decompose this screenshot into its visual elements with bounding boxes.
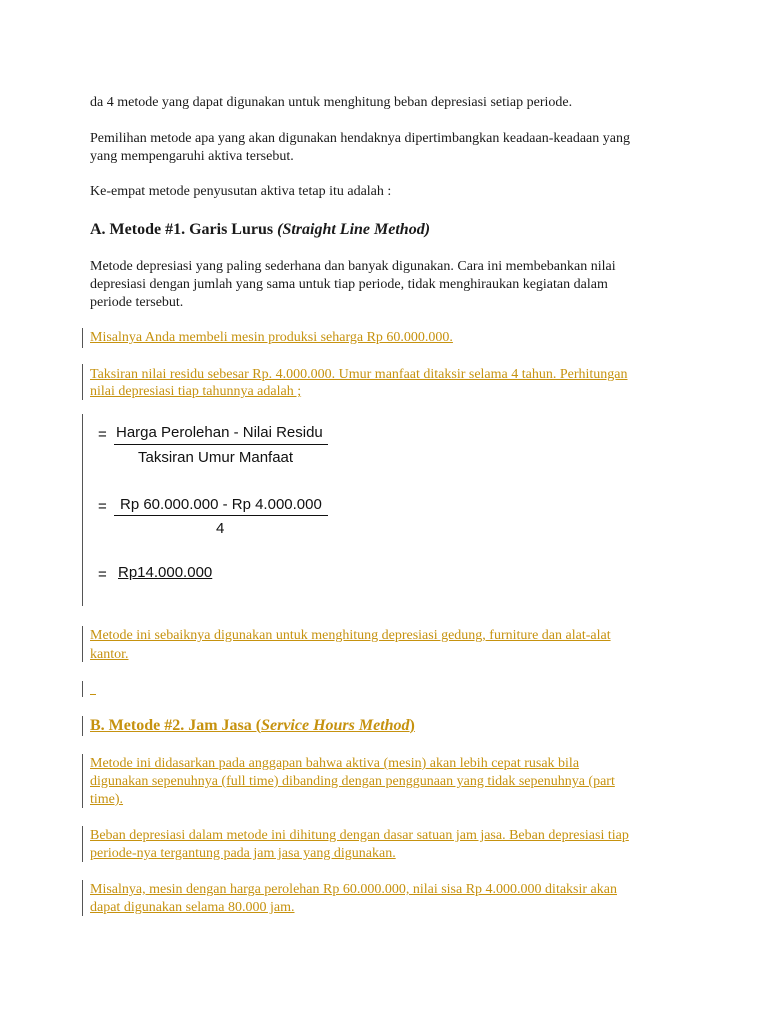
section-b-p3a: Misalnya, mesin dengan harga perolehan Rp 60.000.000, nilai sisa Rp 4.000.000 ditaksir akan xyxy=(90,882,617,897)
section-b-heading-prefix: B. Metode #2. Jam Jasa ( xyxy=(90,717,262,734)
section-a-heading-text: A. Metode #1. Garis Lurus xyxy=(90,221,278,238)
change-bar xyxy=(82,880,83,916)
change-bar xyxy=(82,626,83,662)
intro-line-3: Ke-empat metode penyusutan aktiva tetap itu adalah : xyxy=(90,184,392,199)
change-bar xyxy=(82,716,83,736)
intro-line-2b: yang mempengaruhi aktiva tersebut. xyxy=(90,149,294,164)
section-b-p1a: Metode ini didasarkan pada anggapan bahwa aktiva (mesin) akan lebih cepat rusak bila xyxy=(90,756,580,771)
equals-sign-1: = xyxy=(98,426,107,443)
section-a-desc-1: Metode depresiasi yang paling sederhana dan banyak digunakan. Cara ini membebankan nilai xyxy=(90,259,616,274)
note-1: Metode ini sebaiknya digunakan untuk menghitung depresiasi gedung, furniture dan alat-alat xyxy=(90,628,611,643)
section-b-p2b: periode-nya tergantung pada jam jasa yang digunakan. xyxy=(90,846,396,861)
change-bar xyxy=(82,754,83,808)
formula-block xyxy=(98,414,358,604)
change-bar xyxy=(82,364,83,400)
section-a-heading-italic: (Straight Line Method) xyxy=(277,221,431,238)
formula-result: Rp14.000.000 xyxy=(118,564,213,581)
formula-2-numerator: Rp 60.000.000 - Rp 4.000.000 xyxy=(120,496,322,513)
formula-2-denominator: 4 xyxy=(216,520,225,537)
section-b-heading-suffix: ) xyxy=(409,717,415,734)
note-2: kantor. xyxy=(90,647,129,662)
section-b-heading-italic: Service Hours Method xyxy=(261,717,410,734)
fraction-line-1 xyxy=(114,444,328,445)
section-b-p1b: digunakan sepenuhnya (full time) dibanding dengan penggunaan yang tidak sepenuhnya (part xyxy=(90,774,615,789)
section-b-p3b: dapat digunakan selama 80.000 jam. xyxy=(90,900,295,915)
change-bar xyxy=(82,328,83,348)
section-a-desc-2: depresiasi dengan jumlah yang sama untuk tiap periode, tidak menghiraukan kegiatan dalam xyxy=(90,277,608,292)
formula-1-numerator: Harga Perolehan - Nilai Residu xyxy=(116,424,323,441)
section-a-heading xyxy=(90,220,430,240)
example-1: Misalnya Anda membeli mesin produksi seharga Rp 60.000.000. xyxy=(90,330,453,345)
intro-line-1: da 4 metode yang dapat digunakan untuk menghitung beban depresiasi setiap periode. xyxy=(90,95,573,110)
equals-sign-3: = xyxy=(98,566,107,583)
change-bar xyxy=(82,414,83,606)
fraction-line-2 xyxy=(114,515,328,516)
example-2a: Taksiran nilai residu sebesar Rp. 4.000.000. Umur manfaat ditaksir selama 4 tahun. Perhitungan xyxy=(90,367,628,382)
section-b-heading xyxy=(90,716,415,736)
empty-tracked-line xyxy=(90,694,96,695)
intro-line-2a: Pemilihan metode apa yang akan digunakan hendaknya dipertimbangkan keadaan-keadaan yang xyxy=(90,131,630,146)
section-a-desc-3: periode tersebut. xyxy=(90,295,184,310)
example-2b: nilai depresiasi tiap tahunnya adalah ; xyxy=(90,384,302,399)
change-bar xyxy=(82,826,83,862)
section-b-p2a: Beban depresiasi dalam metode ini dihitung dengan dasar satuan jam jasa. Beban depresiasi tiap xyxy=(90,828,629,843)
formula-1-denominator: Taksiran Umur Manfaat xyxy=(138,449,294,466)
change-bar xyxy=(82,681,83,697)
section-b-p1c: time). xyxy=(90,792,124,807)
equals-sign-2: = xyxy=(98,498,107,515)
